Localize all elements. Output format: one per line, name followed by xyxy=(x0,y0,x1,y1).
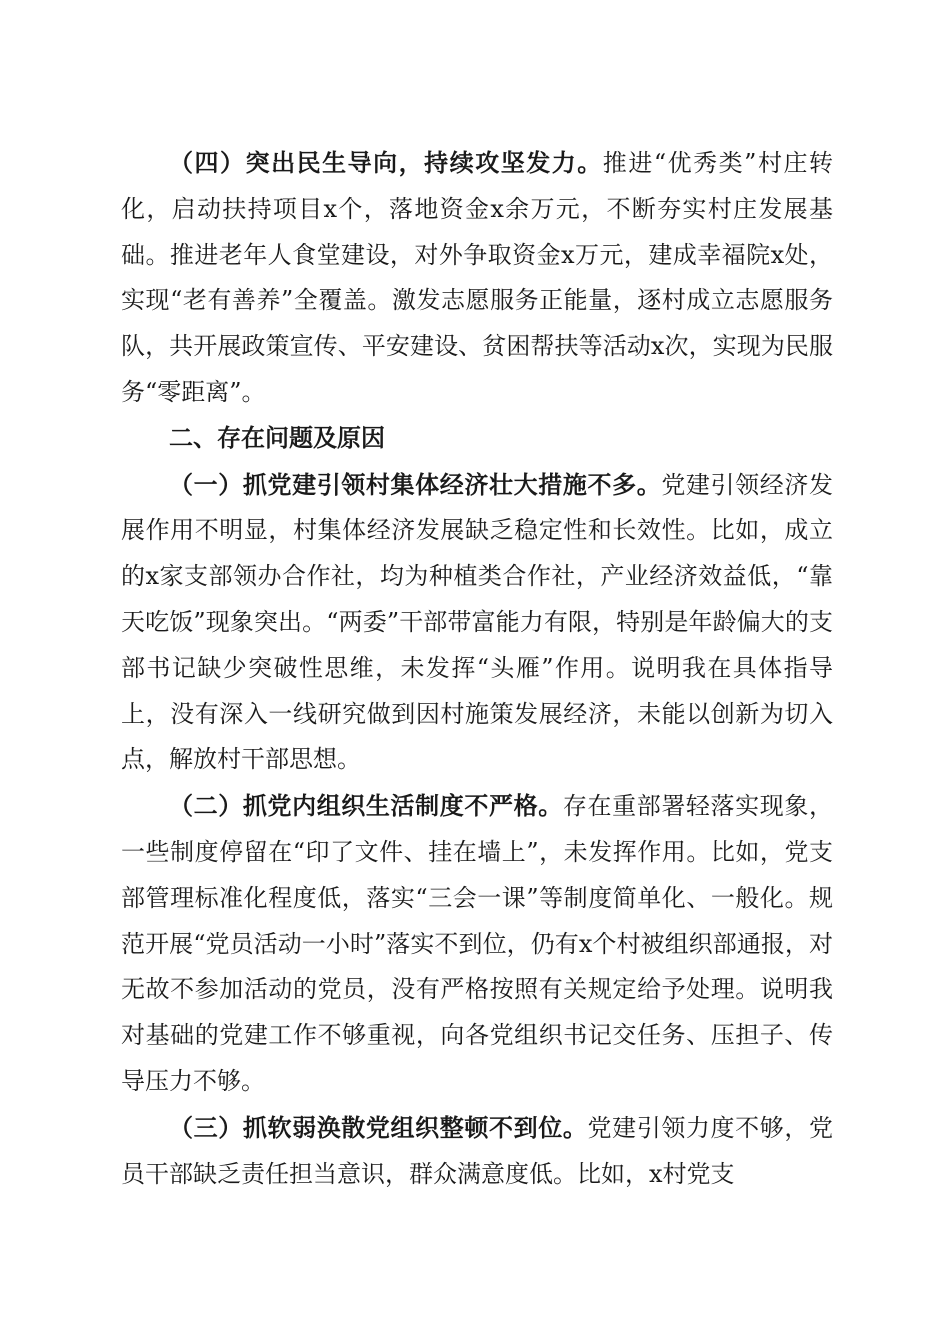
paragraph-lead: （一）抓党建引领村集体经济壮大措施不多。 xyxy=(169,469,662,499)
paragraph-lead: （三）抓软弱涣散党组织整顿不到位。 xyxy=(169,1112,588,1142)
paragraph-lead: （四）突出民生导向，持续攻坚发力。 xyxy=(169,148,603,177)
paragraph-body: 存在重部署轻落实现象，一些制度停留在“印了文件、挂在墙上”，未发挥作用。比如，党支部管理标准化程度低，落实“三会一课”等制度简单化、一般化。规范开展“党员活动一小时”落实不到位，仍有x个村被组织部通报，对无故不参加活动的党员，没有严格按照有关规定给予处理。说明我对基础的党建工作不够重视，向各党组织书记交任务、压担子、传导压力不够。 xyxy=(121,792,834,1095)
paragraph-body: 推进“优秀类”村庄转化，启动扶持项目x个，落地资金x余万元，不断夯实村庄发展基础。推进老年人食堂建设，对外争取资金x万元，建成幸福院x处，实现“老有善养”全覆盖。激发志愿服务正能量，逐村成立志愿服务队，共开展政策宣传、平安建设、贫困帮扶等活动x次，实现为民服务“零距离”。 xyxy=(121,149,833,406)
paragraph-body: 党建引领经济发展作用不明显，村集体经济发展缺乏稳定性和长效性。比如，成立的x家支部领办合作社，均为种植类合作社，产业经济效益低，“靠天吃饭”现象突出。“两委”干部带富能力有限，特别是年龄偏大的支部书记缺少突破性思维，未发挥“头雁”作用。说明我在具体指导上，没有深入一线研究做到因村施策发展经济，未能以创新为切入点，解放村干部思想。 xyxy=(121,470,834,774)
paragraph-issue-1 xyxy=(121,462,833,784)
document-body xyxy=(121,140,833,1197)
section-heading: 二、存在问题及原因 xyxy=(169,423,385,452)
paragraph-body: 党建引领力度不够，党员干部缺乏责任担当意识，群众满意度低。比如，x村党支 xyxy=(121,1113,834,1188)
paragraph-issue-2 xyxy=(121,783,833,1105)
paragraph-lead: （二）抓党内组织生活制度不严格。 xyxy=(169,791,563,821)
paragraph-issue-3 xyxy=(121,1105,833,1198)
paragraph-livelihood xyxy=(121,140,833,416)
